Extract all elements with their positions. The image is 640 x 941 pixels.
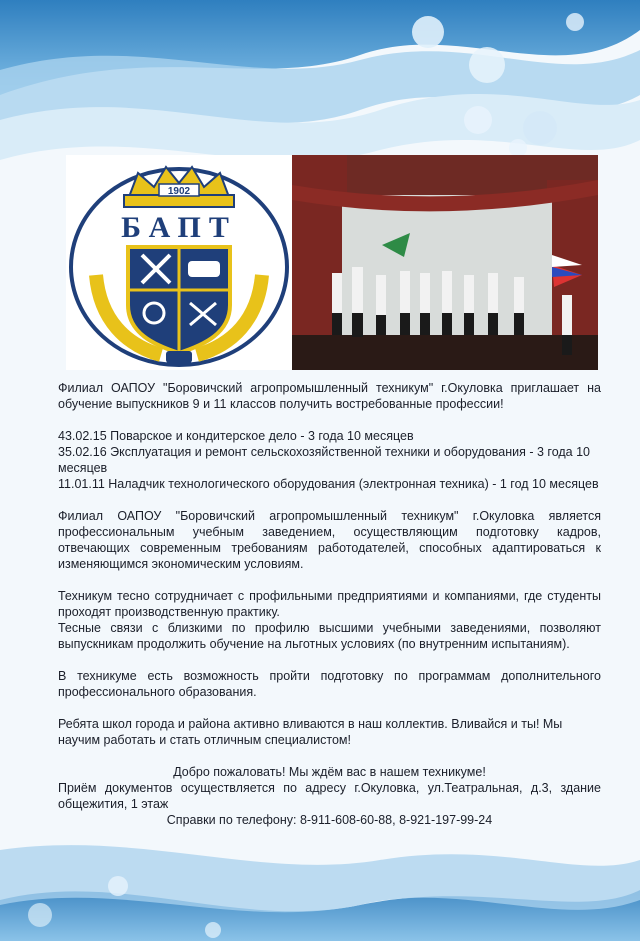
welcome-line: Добро пожаловать! Мы ждём вас в нашем техникуме! [173, 765, 486, 779]
college-logo [66, 155, 292, 370]
stage-photo [292, 155, 598, 370]
program-item: 43.02.15 Поварское и кондитерское дело - 3 года 10 месяцев [58, 429, 414, 443]
phone-line: Справки по телефону: 8-911-608-60-88, 8-921-197-99-24 [166, 813, 493, 827]
program-item: 11.01.11 Наладчик технологического оборудования (электронная техника) - 1 год 10 месяцев [58, 477, 599, 491]
join-paragraph: Ребята школ города и района активно вливаются в наш коллектив. Вливайся и ты! Мы научим работать и стать отличным специалистом! [58, 717, 563, 747]
program-item: 35.02.16 Эксплуатация и ремонт сельскохозяйственной техники и оборудования - 3 года 10 месяцев [58, 445, 591, 475]
intro-paragraph: Филиал ОАПОУ "Боровичский агропромышленный техникум" г.Окуловка приглашает на обучение выпускников 9 и 11 классов получить востребованные профессии! [58, 381, 601, 411]
logo-letters: БАПТ [121, 211, 237, 244]
address-line: Приём документов осуществляется по адресу г.Окуловка, ул.Театральная, д.3, здание общежития, 1 этаж [58, 781, 601, 811]
extra-education-paragraph: В техникуме есть возможность пройти подготовку по программам дополнительного профессионального образования. [58, 669, 601, 699]
announcement-text [58, 380, 601, 828]
logo-year: 1902 [167, 186, 191, 197]
universities-paragraph: Тесные связи с близкими по профилю высшими учебными заведениями, позволяют выпускникам продолжить обучение на льготных условиях (по внутренним испытаниям). [58, 621, 601, 651]
header-images [66, 155, 598, 370]
about-paragraph: Филиал ОАПОУ "Боровичский агропромышленный техникум" г.Окуловка является профессиональным учебным заведением, осуществляющим подготовку кадров, отвечающих современным требованиям работодателей, способных адаптироваться к изменяющимся экономическим условиям. [58, 509, 601, 571]
practice-paragraph: Техникум тесно сотрудничает с профильными предприятиями и компаниями, где студенты проходят производственную практику. [58, 589, 601, 619]
